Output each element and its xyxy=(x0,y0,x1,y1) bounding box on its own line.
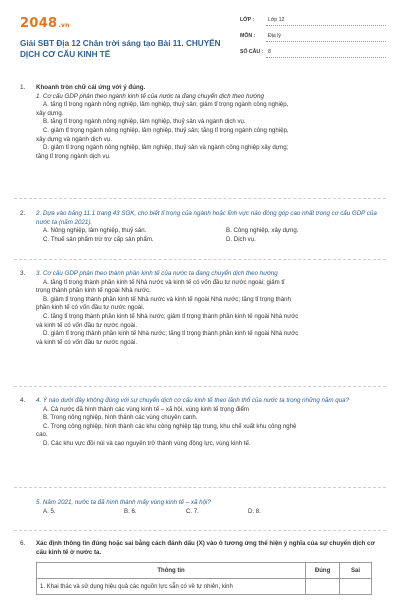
divider xyxy=(14,487,386,488)
column-header-true: Đúng xyxy=(306,563,340,579)
option-c[interactable]: C. Trong công nghiệp, hình thành các khu công nghiệp tập trung, khu chế xuất khu công nghệ xyxy=(43,422,297,430)
true-false-table xyxy=(36,562,372,595)
table-row xyxy=(37,579,372,595)
false-cell[interactable] xyxy=(340,579,372,595)
field-class: LỚP : Lớp 12 xyxy=(240,12,386,28)
option-d[interactable]: D. giảm tỉ trọng ngành nông nghiệp, lâm nghiệp, thuỷ sản và ngành công nghiệp xây dựng; xyxy=(43,144,289,152)
divider xyxy=(14,386,386,387)
info-fields xyxy=(240,12,386,60)
option-a[interactable]: A. Nông nghiệp, lâm nghiệp, thuỷ sản. xyxy=(43,227,147,235)
option-d[interactable]: D. Dịch vụ. xyxy=(226,236,256,244)
option-b[interactable]: B. 6. xyxy=(124,507,137,515)
question-heading: Khoanh tròn chữ cái ứng với ý đúng. xyxy=(36,84,146,91)
column-header-false: Sai xyxy=(340,563,372,579)
question-stem: 3. Cơ cấu GDP phân theo thành phần kinh tế của nước ta đang chuyển dịch theo hướng xyxy=(36,270,278,277)
option-a[interactable]: A. Cả nước đã hình thành các vùng kinh tế – xã hội, vùng kinh tế trọng điểm xyxy=(43,405,249,413)
document-header xyxy=(14,12,386,76)
divider xyxy=(14,198,386,199)
divider xyxy=(14,530,386,531)
option-a[interactable]: A. tăng tỉ trọng thành phần kinh tế Nhà nước và kinh tế có vốn đầu tư nước ngoài; giảm tỉ xyxy=(43,278,285,286)
option-b[interactable]: B. giảm tỉ trọng thành phần kinh tế Nhà nước và kinh tế ngoài Nhà nước; tăng tỉ trọng thành xyxy=(43,295,291,303)
option-b[interactable]: B. Công nghiệp, xây dựng. xyxy=(226,227,299,235)
divider xyxy=(14,259,386,260)
question-stem: 2. Dựa vào bảng 11.1 trang 43 SGK, cho biết tỉ trọng của ngành hoặc lĩnh vực nào đóng góp cao nhất trong cơ cấu GDP của nước ta (năm 2021). xyxy=(36,210,377,226)
true-cell[interactable] xyxy=(306,579,340,595)
question-heading: Xác định thông tin đúng hoặc sai bằng cách đánh dấu (X) vào ô tương ứng thể hiện ý nghĩa của sự chuyển dịch cơ cấu kinh tế ở nước ta. xyxy=(36,540,375,556)
option-c[interactable]: C. 7. xyxy=(186,507,199,515)
question-stem: 5. Năm 2021, nước ta đã hình thành mấy vùng kinh tế – xã hội? xyxy=(36,499,211,506)
field-question-count: SỐ CÂU : 8 xyxy=(240,44,386,60)
page-title: Giải SBT Địa 12 Chân trời sáng tạo Bài 11. CHUYỂN DỊCH CƠ CẤU KINH TẾ xyxy=(20,39,221,59)
question-stem: 1. Cơ cấu GDP phân theo ngành kinh tế của nước ta đang chuyển dịch theo hướng xyxy=(36,92,264,100)
option-b[interactable]: B. tăng tỉ trọng ngành nông nghiệp, lâm nghiệp, thuỷ sản và ngành dịch vụ. xyxy=(43,118,246,126)
option-a[interactable]: A. 5. xyxy=(43,507,56,515)
option-d[interactable]: D. Các khu vực đồi núi và cao nguyên trở thành vùng động lực, vùng kinh tế. xyxy=(43,439,251,447)
option-b[interactable]: B. Trong nông nghiệp, hình thành các vùng chuyên canh. xyxy=(43,414,198,422)
option-c[interactable]: C. Thuế sản phẩm trừ trợ cấp sản phẩm. xyxy=(43,236,154,244)
column-header-info: Thông tin xyxy=(37,563,306,579)
option-c[interactable]: C. giảm tỉ trọng ngành nông nghiệp, lâm nghiệp, thuỷ sản; tăng tỉ trọng ngành công nghiệp, xyxy=(43,126,289,134)
question-stem: 4. Ý nào dưới đây không đúng với sự chuyển dịch cơ cấu kinh tế theo lãnh thổ của nước ta trong những năm qua? xyxy=(36,397,350,404)
option-a[interactable]: A. tăng tỉ trọng ngành nông nghiệp, lâm nghiệp, thuỷ sản; giảm tỉ trọng ngành công nghiệp, xyxy=(43,101,289,109)
row-statement: 1. Khai thác và sử dụng hiệu quả các nguồn lực sẵn có về tự nhiên, kinh xyxy=(37,579,306,595)
option-d[interactable]: D. 8. xyxy=(248,507,261,515)
option-c[interactable]: C. tăng tỉ trọng thành phần kinh tế Nhà nước; giảm tỉ trọng thành phần kinh tế ngoài Nhà nước xyxy=(43,312,299,320)
site-logo[interactable]: 2048.vn xyxy=(20,16,70,31)
option-d[interactable]: D. giảm tỉ trọng thành phần kinh tế Nhà nước; tăng tỉ trọng thành phần kinh tế ngoài Nhà nước xyxy=(43,330,299,338)
field-subject: MÔN : Địa lý xyxy=(240,28,386,44)
